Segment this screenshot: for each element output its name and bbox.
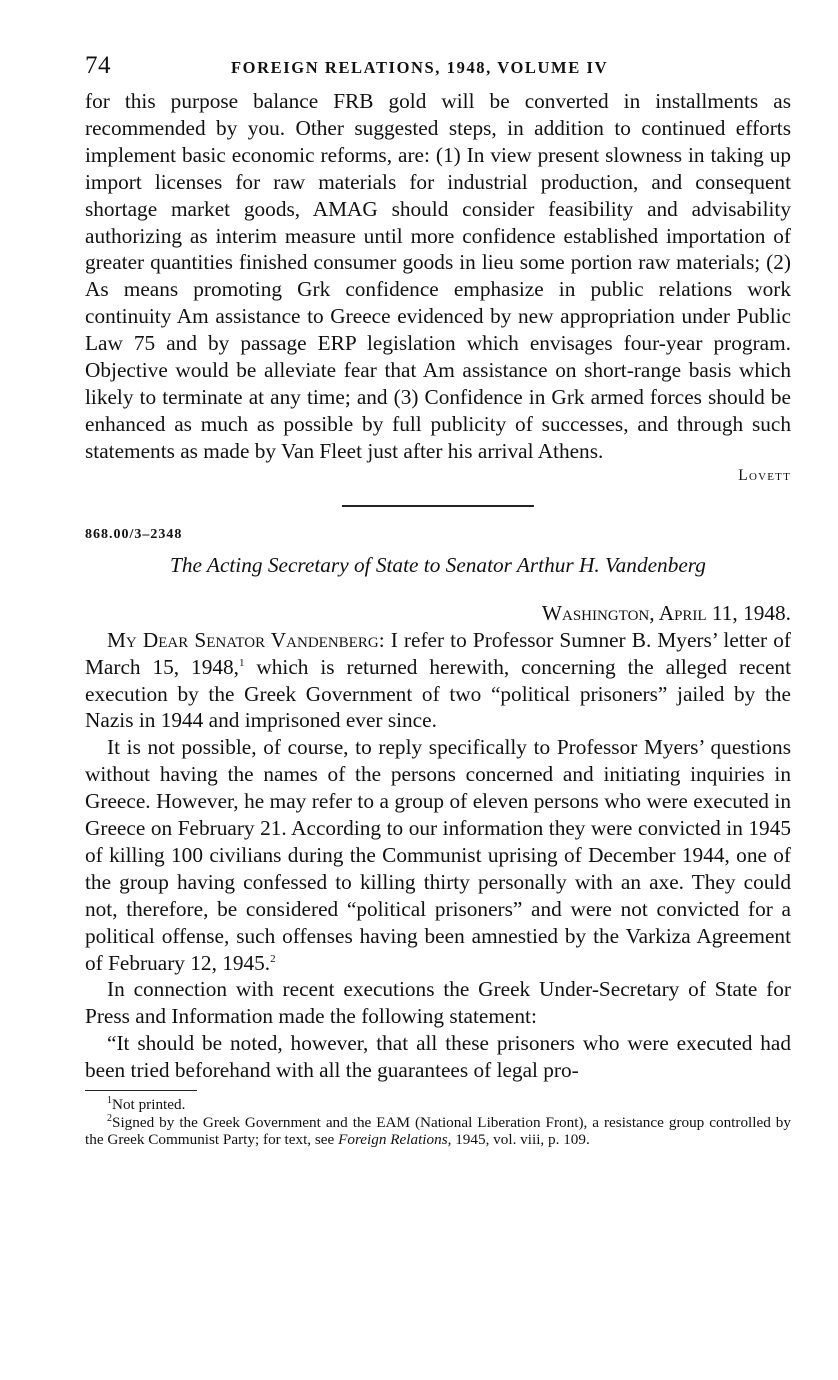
letter-body xyxy=(85,627,791,1084)
previous-document-body xyxy=(85,88,791,465)
footnote-2-mark: 2 xyxy=(107,1112,112,1124)
footnote-1-mark: 1 xyxy=(107,1095,112,1107)
footnote-1 xyxy=(85,1096,791,1114)
footnote-2-italic: Foreign Relations, xyxy=(338,1131,452,1149)
document-divider xyxy=(342,505,534,507)
running-title: FOREIGN RELATIONS, 1948, VOLUME IV xyxy=(231,58,609,77)
p1-text-a: : I refer to Professor Sumner B. Myers’ letter of March 15, 1948, xyxy=(85,627,791,679)
footnote-2-text-b: 1945, vol. viii, p. 109. xyxy=(451,1131,590,1149)
signature: Lovett xyxy=(738,466,791,484)
p2-text: It is not possible, of course, to reply specifically to Professor Myers’ questions without having the names of the persons concerned and initiating inquiries in Greece. However, he may refer to a group of eleven persons who were executed in Greece on February 21. According to our information they were convicted in 1945 of killing 100 civilians during the Communist uprising of December 1944, one of the group having confessed to killing thirty personally with an axe. They could not, therefore, be considered “political prisoners” and were not convicted for a political offense, such offenses having been amnestied by the Varkiza Agreement of February 12, 1945. xyxy=(85,735,791,975)
file-number: 868.00/3–2348 xyxy=(85,526,183,542)
page-number: 74 xyxy=(85,52,111,79)
document-title: The Acting Secretary of State to Senator Arthur H. Vandenberg xyxy=(170,552,706,577)
footnote-divider xyxy=(85,1090,197,1091)
footnote-2-text-a: Signed by the Greek Government and the EAM (National Liberation Front), a resistance group controlled by the Greek Communist Party; for text, see xyxy=(85,1113,791,1149)
p1-text-b: which is returned herewith, concerning the alleged recent execution by the Greek Government of two “political prisoners” jailed by the Nazis in 1944 and imprisoned ever since. xyxy=(85,654,791,733)
page xyxy=(85,48,791,1149)
letter-paragraph-2 xyxy=(85,734,791,976)
footnotes xyxy=(85,1096,791,1149)
continued-paragraph: for this purpose balance FRB gold will be converted in installments as recommended by you. Other suggested steps, in addition to continued efforts implement basic economic reforms, are: (1) In view present slowness in taking up import licenses for raw materials for industrial production, and consequent shortage market goods, AMAG should consider feasibility and advisability authorizing as interim measure until more confidence established importation of greater quantities finished consumer goods in lieu some portion raw materials; (2) As means promoting Grk confidence emphasize in public relations work continuity Am assistance to Greece evidenced by new appropriation under Public Law 75 and by passage ERP legislation which envisages four-year program. Objective would be alleviate fear that Am assistance on short-range basis which likely to terminate at any time; and (3) Confidence in Grk armed forces should be enhanced as much as possible by full publicity of successes, and through such statements as made by Van Fleet just after his arrival Athens. xyxy=(85,89,791,463)
quoted-statement: “It should be noted, however, that all these prisoners who were executed had been tried beforehand with all the guarantees of legal pro- xyxy=(85,1031,791,1083)
salutation: My Dear Senator Vandenberg xyxy=(107,627,379,652)
footnote-ref-1[interactable]: 1 xyxy=(238,656,245,669)
letter-paragraph-1 xyxy=(85,627,791,735)
footnote-2 xyxy=(85,1114,791,1149)
dateline: Washington, April 11, 1948. xyxy=(541,600,791,625)
footnote-ref-2[interactable]: 2 xyxy=(270,952,276,965)
running-head xyxy=(85,48,791,88)
footnote-1-text: Not printed. xyxy=(112,1096,186,1114)
letter-paragraph-3: In connection with recent executions the Greek Under-Secretary of State for Press and Information made the following statement: xyxy=(85,977,791,1029)
